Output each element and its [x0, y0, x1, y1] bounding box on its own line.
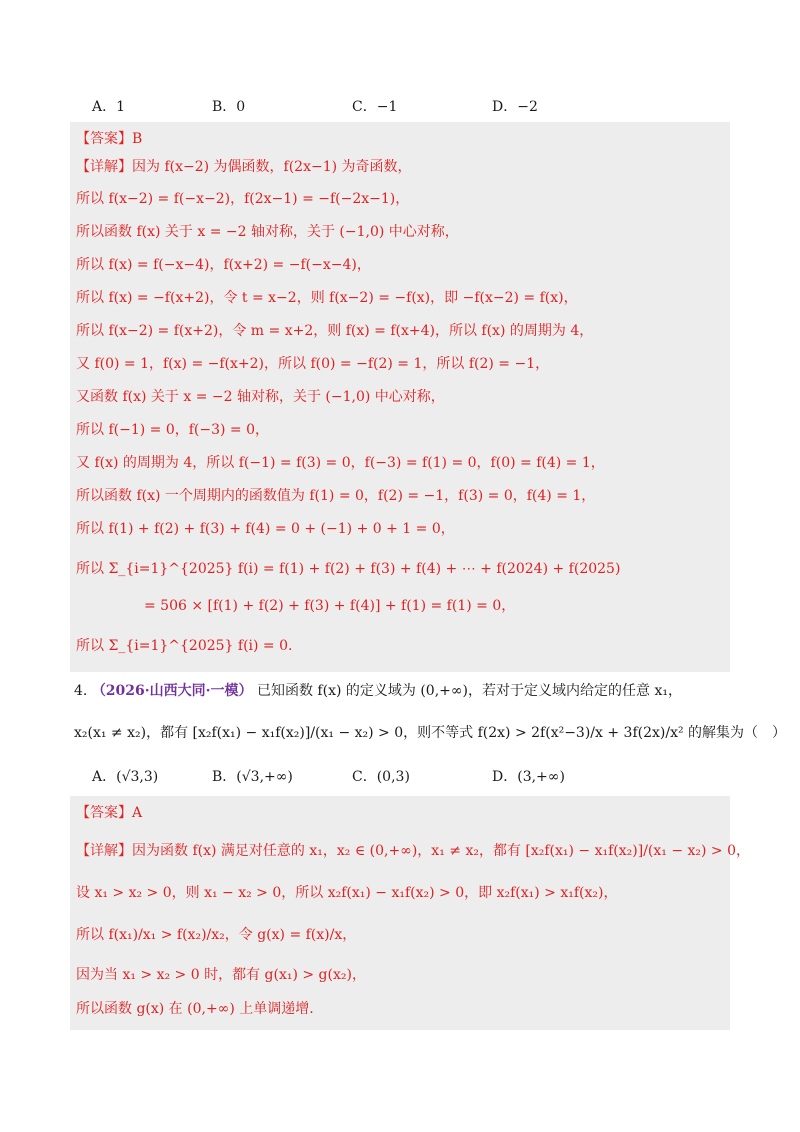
q3-detail-line: 又 f(0) = 1，f(x) = −f(x+2)，所以 f(0) = −f(2) = 1，所以 f(2) = −1，: [76, 356, 550, 372]
q3-option-c: C．−1: [352, 99, 398, 115]
q3-option-a: A．1: [92, 99, 126, 115]
q4-detail-line: 所以 f(x₁)/x₁ > f(x₂)/x₂，令 g(x) = f(x)/x，: [76, 927, 357, 943]
q4-stem-line2: x₂(x₁ ≠ x₂)，都有 [x₂f(x₁) − x₁f(x₂)]/(x₁ − x₂) > 0，则不等式 f(2x) > 2f(x²−3)/x + 3f(2x)/x² 的解集为（ ）: [74, 725, 787, 741]
q3-detail-line: 所以 f(x) = f(−x−4)，f(x+2) = −f(−x−4)，: [76, 257, 371, 273]
q3-options: [92, 96, 538, 116]
q4-option-b: B．(√3,+∞): [212, 769, 293, 785]
q4-solution-panel: [70, 796, 751, 1030]
q4-detail-line: 【详解】因为函数 f(x) 满足对任意的 x₁，x₂ ∈ (0,+∞)，x₁ ≠ x₂，都有 [x₂f(x₁) − x₁f(x₂)]/(x₁ − x₂) > 0，: [76, 843, 751, 859]
q3-detail-line: 所以 f(x−2) = f(x+2)，令 m = x+2，则 f(x) = f(x+4)，所以 f(x) 的周期为 4，: [76, 323, 594, 339]
q3-detail-line: 又函数 f(x) 关于 x = −2 轴对称，关于 (−1,0) 中心对称，: [76, 389, 445, 405]
q4-stem-text: 已知函数 f(x) 的定义域为 (0,+∞)，若对于定义域内给定的任意 x₁，: [256, 683, 682, 699]
q3-detail-line: 所以 f(x−2) = f(−x−2)，f(2x−1) = −f(−2x−1)，: [76, 191, 410, 207]
q3-detail-line: 【详解】因为 f(x−2) 为偶函数，f(2x−1) 为奇函数，: [76, 159, 412, 175]
q4-option-a: A．(√3,3): [92, 769, 159, 785]
q4-detail-line: 因为当 x₁ > x₂ > 0 时，都有 g(x₁) > g(x₂)，: [76, 967, 366, 983]
q3-option-d: D．−2: [492, 99, 538, 115]
q3-detail-line: 所以 f(−1) = 0，f(−3) = 0，: [76, 422, 270, 438]
q3-solution-panel: [70, 122, 730, 672]
q4-option-d: D．(3,+∞): [492, 769, 565, 785]
q4-option-c: C．(0,3): [352, 769, 410, 785]
q4-source: （2026·山西大同·一模）: [91, 683, 253, 699]
q3-detail-line: 所以函数 f(x) 一个周期内的函数值为 f(1) = 0，f(2) = −1，f(3) = 0，f(4) = 1，: [76, 488, 596, 504]
q4-detail-line: 设 x₁ > x₂ > 0，则 x₁ − x₂ > 0，所以 x₂f(x₁) − x₁f(x₂) > 0，即 x₂f(x₁) > x₁f(x₂)，: [76, 885, 618, 901]
q3-detail-line: 所以 f(1) + f(2) + f(3) + f(4) = 0 + (−1) + 0 + 1 = 0，: [76, 521, 455, 537]
q4-options: [92, 766, 565, 786]
q4-answer: 【答案】A: [76, 805, 143, 821]
q3-sum-result: 所以 Σ_{i=1}^{2025} f(i) = 0.: [76, 638, 293, 654]
q3-sum-line: = 506 × [f(1) + f(2) + f(3) + f(4)] + f(1) = f(1) = 0，: [144, 598, 516, 614]
q3-detail-line: 所以函数 f(x) 关于 x = −2 轴对称，关于 (−1,0) 中心对称，: [76, 224, 459, 240]
q4-detail-line: 所以函数 g(x) 在 (0,+∞) 上单调递增.: [76, 1001, 314, 1017]
q3-detail-line: 所以 f(x) = −f(x+2)，令 t = x−2，则 f(x−2) = −f(x)，即 −f(x−2) = f(x)，: [76, 290, 578, 306]
q3-answer: 【答案】B: [76, 131, 143, 147]
q4-stem-line1: [74, 680, 682, 700]
q3-detail-line: 又 f(x) 的周期为 4，所以 f(−1) = f(3) = 0，f(−3) = f(1) = 0，f(0) = f(4) = 1，: [76, 455, 605, 471]
q3-sum-line: 所以 Σ_{i=1}^{2025} f(i) = f(1) + f(2) + f(3) + f(4) + ⋯ + f(2024) + f(2025): [76, 561, 621, 577]
q4-number: 4.: [74, 683, 88, 699]
q3-option-b: B．0: [212, 99, 246, 115]
